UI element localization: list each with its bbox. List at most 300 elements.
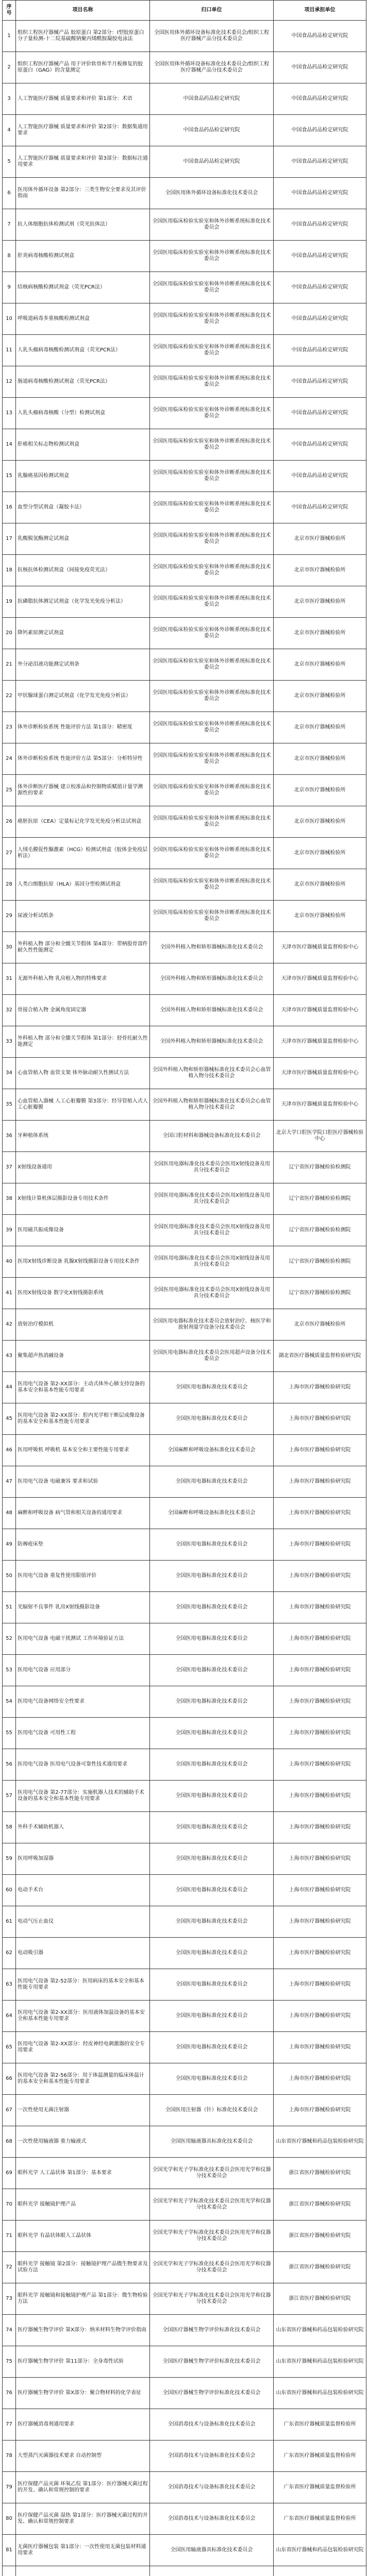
cell-no: 31 xyxy=(3,963,16,995)
cell-name: 人绒毛膜促性腺激素（HCG）检测试剂盒（胶体金免疫层析法） xyxy=(16,838,150,869)
cell-unit: 全国医用临床检验实验室和体外诊断系统标准化技术委员会 xyxy=(150,775,274,806)
cell-name: 眼科光学 接触镜和接触镜护理产品 第1部分：微生物检验方法 xyxy=(16,2283,150,2315)
cell-lab: 北京市医疗器械检验所 xyxy=(274,775,366,806)
table-row xyxy=(3,492,366,523)
table-row xyxy=(3,2032,366,2063)
cell-unit: 全国外科植入物和矫形器械标准化技术委员会心血管植入物分技术委员会 xyxy=(150,1089,274,1121)
table-row xyxy=(3,586,366,618)
cell-unit: 全国医用输液器具标准化技术委员会 xyxy=(150,2126,274,2158)
table-row xyxy=(3,995,366,1026)
table-row xyxy=(3,1089,366,1121)
cell-name: 眼科光学 有晶状体眼人工晶状体 xyxy=(16,2221,150,2252)
cell-lab: 北京市医疗器械检验所 xyxy=(274,555,366,586)
cell-lab: 上海市医疗器械检验研究院 xyxy=(274,1781,366,1812)
cell-no: 69 xyxy=(3,2158,16,2189)
cell-lab: 北京市医疗器械检验所 xyxy=(274,743,366,775)
cell-no: 9 xyxy=(3,272,16,303)
cell-no: 14 xyxy=(3,429,16,461)
cell-lab: 上海市医疗器械检验研究院 xyxy=(274,1498,366,1529)
cell-no: 44 xyxy=(3,1372,16,1403)
cell-no: 64 xyxy=(3,2001,16,2032)
table-row xyxy=(3,1498,366,1529)
table-row xyxy=(3,1875,366,1906)
cell-unit: 全国医用临床检验实验室和体外诊断系统标准化技术委员会 xyxy=(150,681,274,712)
cell-lab: 中国食品药品检定研究院 xyxy=(274,241,366,272)
table-row xyxy=(3,272,366,303)
cell-no: 29 xyxy=(3,901,16,932)
cell-unit: 全国医用电器标准化技术委员会医用超声设备分技术委员会 xyxy=(150,1341,274,1372)
cell-name: 医用电气设备 医用电气设备可靠性技术通用要求 xyxy=(16,1749,150,1781)
cell-lab: 山东省医疗器械和药品包装检验研究院 xyxy=(274,2126,366,2158)
cell-unit: 全国医用电器标准化技术委员会 xyxy=(150,1938,274,1969)
cell-name: 聚集超声热消融设备 xyxy=(16,1341,150,1372)
cell-no: 56 xyxy=(3,1749,16,1781)
cell-name: 呼吸道病毒多重核酸检测试剂盒 xyxy=(16,303,150,335)
cell-no: 35 xyxy=(3,1089,16,1121)
cell-unit: 全国医用临床检验实验室和体外诊断系统标准化技术委员会 xyxy=(150,303,274,335)
cell-no: 2 xyxy=(3,52,16,83)
cell-lab: 中国食品药品检定研究院 xyxy=(274,272,366,303)
cell-unit: 全国外科植入物和矫形器械标准化技术委员会 xyxy=(150,932,274,963)
table-row xyxy=(3,1309,366,1341)
table-row xyxy=(3,1781,366,1812)
cell-no: 37 xyxy=(3,1152,16,1183)
cell-name: 医用电气设备 第2-XX部分：腔内光学相干断层成像设备的基本安全和基本性能专用要求 xyxy=(16,1403,150,1435)
cell-name: 骨接合植入物 金属角度固定器 xyxy=(16,995,150,1026)
table-row xyxy=(3,1906,366,1938)
table-row xyxy=(3,712,366,743)
cell-name: 体外诊断医疗器械 建立校准品和控制物质赋值计量学溯源性的要求 xyxy=(16,775,150,806)
table-row xyxy=(3,1183,366,1215)
cell-lab: 广东省医疗器械质量监督检验所 xyxy=(274,2503,366,2535)
cell-name: 大型蒸汽灭菌器技术要求 自动控制型 xyxy=(16,2441,150,2472)
cell-lab: 天津市医疗器械质量监督检验中心 xyxy=(274,1058,366,1089)
cell-lab: 北京市医疗器械检验所 xyxy=(274,838,366,869)
cell-no: 15 xyxy=(3,461,16,492)
cell-name: 结核病核酸检测试剂盒（荧光PCR法） xyxy=(16,272,150,303)
cell-no: 20 xyxy=(3,618,16,649)
cell-name: 癌胚抗原（CEA）定量标记化学发光免疫分析法试剂盒 xyxy=(16,806,150,838)
cell-name: X射线设备通用 xyxy=(16,1152,150,1183)
cell-no: 11 xyxy=(3,335,16,366)
cell-name: 医用电气设备 第2-77部分：实施机器人技术的辅助手术设备的基本安全和基本性能专用要求 xyxy=(16,1781,150,1812)
cell-no: 6 xyxy=(3,178,16,209)
cell-unit: 全国医用临床检验实验室和体外诊断系统标准化技术委员会 xyxy=(150,398,274,429)
cell-lab: 辽宁省医疗器械检验检测院 xyxy=(274,1152,366,1183)
cell-name: 麻醉和呼吸设备 病气管和相关设备的通用要求 xyxy=(16,1498,150,1529)
cell-no: 36 xyxy=(3,1121,16,1152)
cell-no: 3 xyxy=(3,83,16,115)
cell-no: 24 xyxy=(3,743,16,775)
cell-name: 医用体外循环设备 第2部分：三类生物安全要求及其评价指南 xyxy=(16,178,150,209)
table-row xyxy=(3,743,366,775)
cell-lab: 辽宁省医疗器械检验检测院 xyxy=(274,1246,366,1278)
cell-name: 眼科光学 人工晶状体 第1部分：基本要求 xyxy=(16,2158,150,2189)
cell-name: 抗人体细胞抗体检测试剂（荧光抗体法） xyxy=(16,209,150,241)
cell-no: 22 xyxy=(3,681,16,712)
cell-unit: 中国食品药品检定研究院 xyxy=(150,146,274,178)
cell-lab: 中国食品药品检定研究院 xyxy=(274,398,366,429)
table-header-row xyxy=(3,1,366,21)
cell-no: 81 xyxy=(3,2535,16,2566)
cell-lab: 辽宁省医疗器械检验检测院 xyxy=(274,1215,366,1246)
cell-unit: 全国医用电器标准化技术委员会 xyxy=(150,1466,274,1498)
cell-no: 13 xyxy=(3,398,16,429)
table-row xyxy=(3,2566,366,2576)
cell-no: 60 xyxy=(3,1875,16,1906)
cell-name: 组织工程医疗器械产品 胶原蛋白 第2部分：I型胶原蛋白分子量检测-十二烷基硫酸钠聚丙烯酰胺凝胶电泳法 xyxy=(16,21,150,52)
cell-name: 医用呼吸机 呼吸机 基本安全和主要性能专用要求 xyxy=(16,1435,150,1466)
table-row xyxy=(3,2063,366,2095)
table-row xyxy=(3,901,366,932)
cell-no: 79 xyxy=(3,2472,16,2503)
cell-no: 55 xyxy=(3,1718,16,1749)
cell-no: 73 xyxy=(3,2283,16,2315)
cell-lab: 上海市医疗器械检验研究院 xyxy=(274,1749,366,1781)
cell-name: 人工智能医疗器械 质量要求和评价 第1部分：术语 xyxy=(16,83,150,115)
cell-unit: 全国医用电器标准化技术委员会放射治疗、核医学和放射剂量学设备分技术委员会 xyxy=(150,1309,274,1341)
table-row xyxy=(3,429,366,461)
cell-no: 19 xyxy=(3,586,16,618)
cell-unit: 全国医用临床检验实验室和体外诊断系统标准化技术委员会 xyxy=(150,869,274,901)
cell-name: 医疗器械生物学评价 第X部分：纳米材料生物学评价指南 xyxy=(16,2315,150,2346)
cell-no: 8 xyxy=(3,241,16,272)
cell-name: 心血管植入器械 人工心脏瓣膜 第3部分：经导管植入式人工心脏瓣膜 xyxy=(16,1089,150,1121)
cell-unit: 全国医用临床检验实验室和体外诊断系统标准化技术委员会 xyxy=(150,272,274,303)
cell-lab: 北京市医疗器械检验所 xyxy=(274,1309,366,1341)
cell-unit: 全国医用临床检验实验室和体外诊断系统标准化技术委员会 xyxy=(150,743,274,775)
cell-unit: 全国消毒技术与设备标准化技术委员会 xyxy=(150,2503,274,2535)
cell-name: 医用电气设备网络安全性要求 xyxy=(16,1686,150,1718)
table-row xyxy=(3,932,366,963)
cell-lab: 浙江省医疗器械检验研究院 xyxy=(274,2252,366,2283)
cell-lab: 上海市医疗器械检验研究院 xyxy=(274,2032,366,2063)
table-row xyxy=(3,555,366,586)
cell-lab: 中国食品药品检定研究院 xyxy=(274,115,366,146)
cell-name: 人工智能医疗器械 质量要求和评价 第2部分：数据集通用要求 xyxy=(16,115,150,146)
cell-unit: 全国光学和光子学标准化技术委员会医用光学和仪器分技术委员会 xyxy=(150,2283,274,2315)
cell-no: 26 xyxy=(3,806,16,838)
table-row xyxy=(3,1215,366,1246)
cell-unit: 全国医用电器标准化技术委员会 xyxy=(150,1372,274,1403)
cell-name: 无菌医疗器械包装 第1部分：一次性使用无菌包装材料通用要求 xyxy=(16,2535,150,2566)
cell-name: 医用电气设备 应用部分 xyxy=(16,1655,150,1686)
table-row xyxy=(3,2221,366,2252)
cell-lab: 中国食品药品检定研究院 xyxy=(274,429,366,461)
cell-unit: 全国医用电器标准化技术委员会 xyxy=(150,1403,274,1435)
table-row xyxy=(3,1812,366,1843)
table-row xyxy=(3,1403,366,1435)
header-unit: 归口单位 xyxy=(150,1,274,21)
cell-name: 人类白细胞抗原（HLA）基因分型检测试剂盒 xyxy=(16,869,150,901)
cell-lab: 上海市医疗器械检验研究院 xyxy=(274,1655,366,1686)
cell-name: 人乳头瘤病毒核酸检测试剂盒（荧光PCR法） xyxy=(16,335,150,366)
cell-name: 医用电气设备 电磁兼容 要求和试验 xyxy=(16,1466,150,1498)
cell-name: 乳腺癌基因检测试剂盒 xyxy=(16,461,150,492)
cell-no: 59 xyxy=(3,1843,16,1875)
cell-no: 76 xyxy=(3,2378,16,2409)
cell-no: 25 xyxy=(3,775,16,806)
cell-lab: 上海市医疗器械检验研究院 xyxy=(274,1403,366,1435)
cell-unit: 全国医用电器标准化技术委员会 xyxy=(150,1655,274,1686)
cell-no: 78 xyxy=(3,2441,16,2472)
cell-name: 医疗器械生物学评价 第X部分：聚合物材料的化学表征 xyxy=(16,2378,150,2409)
cell-unit: 全国医用电器标准化技术委员会医用X射线设备及用具分技术委员会 xyxy=(150,1152,274,1183)
cell-no: 30 xyxy=(3,932,16,963)
cell-lab: 上海市医疗器械检验研究院 xyxy=(274,1938,366,1969)
cell-lab: 辽宁省医疗器械检验检测院 xyxy=(274,1183,366,1215)
cell-name: 外科植入物 部分和全膝关节假体 第1部分：胫骨托耐久性能测定 xyxy=(16,1026,150,1058)
cell-unit: 全国医用电器标准化技术委员会医用X射线设备及用具分技术委员会 xyxy=(150,1246,274,1278)
cell-name: 眼科光学 接触镜 第2部分：接触镜护理产品微生物要求及试验方法 xyxy=(16,2252,150,2283)
cell-unit: 全国医用临床检验实验室和体外诊断系统标准化技术委员会 xyxy=(150,838,274,869)
cell-unit: 全国医用电器标准化技术委员会 xyxy=(150,1969,274,2001)
cell-lab: 浙江省医疗器械检验研究院 xyxy=(274,2283,366,2315)
cell-lab: 天津市医疗器械质量监督检验中心 xyxy=(274,1089,366,1121)
cell-name: 降钙素原测定试剂盒 xyxy=(16,618,150,649)
table-row xyxy=(3,178,366,209)
table-row xyxy=(3,2346,366,2378)
cell-name: 医用电气设备 第2-XX部分：主动式体外心肺支持设备的基本安全和基本性能专用要求 xyxy=(16,1372,150,1403)
cell-lab: 上海市医疗器械检验研究院 xyxy=(274,2001,366,2032)
cell-name: 医用电气设备 第2-56部分：用于体温测量的临床体温计的基本安全和基本性能专用要求 xyxy=(16,2063,150,2095)
table-row xyxy=(3,115,366,146)
cell-lab: 上海市医疗器械检验研究院 xyxy=(274,1561,366,1592)
cell-unit: 全国麻醉和呼吸设备标准化技术委员会 xyxy=(150,1435,274,1466)
cell-name: 医用电气设备 第2-XX部分：医用液体加温设备的基本安全和基本性能专用要求 xyxy=(16,2001,150,2032)
cell-unit: 全国外科植入物和矫形器械标准化技术委员会 xyxy=(150,1026,274,1058)
cell-name: 抗磷脂抗体测定试剂盒（化学发光免疫分析法） xyxy=(16,586,150,618)
cell-name: 一次性使用无菌注射器 xyxy=(16,2095,150,2126)
cell-no: 5 xyxy=(3,146,16,178)
cell-lab: 中国食品药品检定研究院 xyxy=(274,335,366,366)
cell-unit: 全国医用临床检验实验室和体外诊断系统标准化技术委员会 xyxy=(150,492,274,523)
cell-unit: 中国食品药品检定研究院 xyxy=(150,83,274,115)
cell-no: 63 xyxy=(3,1969,16,2001)
table-row xyxy=(3,1372,366,1403)
cell-lab: 北京市医疗器械检验所 xyxy=(274,523,366,555)
table-row xyxy=(3,2472,366,2503)
cell-lab: 广东省医疗器械质量监督检验所 xyxy=(274,2472,366,2503)
table-row xyxy=(3,618,366,649)
table-row xyxy=(3,1529,366,1561)
cell-name: 医用电气设备 第2-52部分：医用病床的基本安全和基本性能专用要求 xyxy=(16,1969,150,2001)
cell-no: 42 xyxy=(3,1309,16,1341)
cell-name: 尿液分析试纸条 xyxy=(16,901,150,932)
cell-no: 33 xyxy=(3,1026,16,1058)
table-row xyxy=(3,2441,366,2472)
table-row xyxy=(3,775,366,806)
cell-name: 肠道病毒核酸检测试剂盒（荧光PCR法） xyxy=(16,366,150,398)
cell-lab: 中国食品药品检定研究院 xyxy=(274,52,366,83)
cell-lab: 天津市医疗器械质量监督检验中心 xyxy=(274,963,366,995)
cell-name: 人工智能医疗器械 质量要求和评价 第3部分：数据标注通用要求 xyxy=(16,146,150,178)
cell-lab: 上海市医疗器械检验研究院 xyxy=(274,1718,366,1749)
table-row xyxy=(3,2189,366,2221)
cell-lab: 中国食品药品检定研究院 xyxy=(274,492,366,523)
table-row xyxy=(3,1058,366,1089)
table-row xyxy=(3,241,366,272)
cell-no: 65 xyxy=(3,2032,16,2063)
table-row xyxy=(3,2503,366,2535)
cell-unit: 全国医用电器标准化技术委员会医用X射线设备及用具分技术委员会 xyxy=(150,1278,274,1309)
cell-lab: 北京市医疗器械检验所 xyxy=(274,806,366,838)
header-lab: 项目承担单位 xyxy=(274,1,366,21)
cell-no: 72 xyxy=(3,2252,16,2283)
cell-no: 77 xyxy=(3,2409,16,2441)
table-row xyxy=(3,806,366,838)
cell-no: 51 xyxy=(3,1592,16,1623)
cell-name: 血型分型试剂盒（凝胶卡法） xyxy=(16,492,150,523)
cell-name: 肝炎病毒核酸检测试剂盒 xyxy=(16,241,150,272)
table-row xyxy=(3,1435,366,1466)
cell-unit: 全国医用电器标准化技术委员会 xyxy=(150,1592,274,1623)
table-row xyxy=(3,2252,366,2283)
cell-unit: 全国医用临床检验实验室和体外诊断系统标准化技术委员会 xyxy=(150,712,274,743)
cell-no: 28 xyxy=(3,869,16,901)
cell-no: 21 xyxy=(3,649,16,681)
cell-no: 48 xyxy=(3,1498,16,1529)
cell-unit: 全国医用电器标准化技术委员会 xyxy=(150,1623,274,1655)
table-row xyxy=(3,1561,366,1592)
cell-lab: 上海市医疗器械检验研究院 xyxy=(274,1623,366,1655)
cell-unit: 全国麻醉和呼吸设备标准化技术委员会 xyxy=(150,1498,274,1529)
cell-no: 43 xyxy=(3,1341,16,1372)
cell-name: 医用电气设备 电磁干扰测试 工作环境验证方法 xyxy=(16,1623,150,1655)
cell-no: 7 xyxy=(3,209,16,241)
cell-no: 34 xyxy=(3,1058,16,1089)
table-row xyxy=(3,461,366,492)
cell-no: 50 xyxy=(3,1561,16,1592)
cell-no: 74 xyxy=(3,2315,16,2346)
table-body xyxy=(3,21,366,2576)
cell-lab: 中国食品药品检定研究院 xyxy=(274,303,366,335)
table-row xyxy=(3,2315,366,2346)
cell-lab: 上海市医疗器械检验研究院 xyxy=(274,1875,366,1906)
table-row xyxy=(3,523,366,555)
cell-no: 47 xyxy=(3,1466,16,1498)
cell-lab xyxy=(274,2566,366,2576)
cell-name xyxy=(16,2566,150,2576)
cell-lab: 中国食品药品检定研究院 xyxy=(274,209,366,241)
cell-lab: 山东省医疗器械和药品包装检验研究院 xyxy=(274,2346,366,2378)
cell-lab: 上海市医疗器械检验研究院 xyxy=(274,1843,366,1875)
table-row xyxy=(3,1686,366,1718)
cell-unit: 全国医用临床检验实验室和体外诊断系统标准化技术委员会 xyxy=(150,806,274,838)
cell-name: 医疗器械生物学评价 第11部分：全身毒性试验 xyxy=(16,2346,150,2378)
cell-lab: 北京市医疗器械检验所 xyxy=(274,681,366,712)
cell-name: 外科植入物 部分和全髋关节假体 第4部分：带柄股骨部件耐久性性能测定 xyxy=(16,932,150,963)
cell-no: 66 xyxy=(3,2063,16,2095)
cell-name: 乳酸脱氢酶测定试剂盒 xyxy=(16,523,150,555)
cell-name: 医用X射线设备 数字化X射线摄影系统 xyxy=(16,1278,150,1309)
cell-name: 肝癌相关标志物检测试剂盒 xyxy=(16,429,150,461)
table-row xyxy=(3,303,366,335)
cell-no: 39 xyxy=(3,1215,16,1246)
table-row xyxy=(3,1121,366,1152)
table-row xyxy=(3,1623,366,1655)
cell-unit: 全国医用输液器具标准化技术委员会 xyxy=(150,2535,274,2566)
cell-lab: 上海市医疗器械检验研究院 xyxy=(274,1592,366,1623)
cell-name: 医疗器械消毒剂通用要求 xyxy=(16,2409,150,2441)
cell-lab: 北京市医疗器械检验所 xyxy=(274,869,366,901)
table-row xyxy=(3,1278,366,1309)
table-row xyxy=(3,681,366,712)
cell-unit: 全国光学和光子学标准化技术委员会医用光学和仪器分技术委员会 xyxy=(150,2158,274,2189)
table-row xyxy=(3,1843,366,1875)
cell-unit: 全国医用临床检验实验室和体外诊断系统标准化技术委员会 xyxy=(150,586,274,618)
cell-no: 46 xyxy=(3,1435,16,1466)
cell-no: 58 xyxy=(3,1812,16,1843)
cell-no: 70 xyxy=(3,2189,16,2221)
cell-no: 41 xyxy=(3,1278,16,1309)
table-row xyxy=(3,335,366,366)
cell-lab: 广东省医疗器械质量监督检验所 xyxy=(274,2409,366,2441)
table-row xyxy=(3,1938,366,1969)
cell-unit: 全国医用临床检验实验室和体外诊断系统标准化技术委员会 xyxy=(150,335,274,366)
cell-lab: 上海市医疗器械检验研究院 xyxy=(274,1969,366,2001)
cell-lab: 中国食品药品检定研究院 xyxy=(274,178,366,209)
cell-no: 57 xyxy=(3,1781,16,1812)
table-row xyxy=(3,2409,366,2441)
cell-unit: 全国光学和光子学标准化技术委员会医用光学和仪器分技术委员会 xyxy=(150,2221,274,2252)
cell-name: 牙种植体系统 xyxy=(16,1121,150,1152)
cell-unit: 全国医用临床检验实验室和体外诊断系统标准化技术委员会 xyxy=(150,461,274,492)
cell-unit: 全国光学和光子学标准化技术委员会医用光学和仪器分技术委员会 xyxy=(150,2252,274,2283)
cell-unit: 全国外科植入物和矫形器械标准化技术委员会心血管植入物分技术委员会 xyxy=(150,1058,274,1089)
cell-lab: 天津市医疗器械质量监督检验中心 xyxy=(274,1026,366,1058)
cell-lab: 中国食品药品检定研究院 xyxy=(274,21,366,52)
cell-no: 68 xyxy=(3,2126,16,2158)
cell-no: 1 xyxy=(3,21,16,52)
cell-name: 医用X射线诊断设备 乳腺X射线摄影设备专用技术条件 xyxy=(16,1246,150,1278)
table-row xyxy=(3,398,366,429)
header-no: 序号 xyxy=(3,1,16,21)
cell-lab: 中国食品药品检定研究院 xyxy=(274,461,366,492)
cell-name: 医用电气设备 可用性工程 xyxy=(16,1718,150,1749)
cell-no: 23 xyxy=(3,712,16,743)
cell-unit: 全国医用电器标准化技术委员会 xyxy=(150,1561,274,1592)
table-row xyxy=(3,1026,366,1058)
cell-unit: 全国医用电器标准化技术委员会 xyxy=(150,1906,274,1938)
cell-name: 抗核抗体检测试剂盒（间接免疫荧光法） xyxy=(16,555,150,586)
cell-lab: 浙江省医疗器械检验研究院 xyxy=(274,2189,366,2221)
cell-lab: 上海市医疗器械检验研究院 xyxy=(274,2063,366,2095)
cell-no: 49 xyxy=(3,1529,16,1561)
cell-no: 75 xyxy=(3,2346,16,2378)
table-row xyxy=(3,2001,366,2032)
cell-no: 12 xyxy=(3,366,16,398)
cell-unit: 全国医用临床检验实验室和体外诊断系统标准化技术委员会 xyxy=(150,209,274,241)
cell-lab: 广东省医疗器械质量监督检验所 xyxy=(274,2441,366,2472)
cell-name: 体外诊断检验系统 性能评价方法 第1部分：精密度 xyxy=(16,712,150,743)
cell-name: 医疗保健产品灭菌 湿热 第1部分：医疗器械灭菌过程的开发、确认和常规控制要求 xyxy=(16,2503,150,2535)
cell-lab: 中国食品药品检定研究院 xyxy=(274,146,366,178)
cell-unit: 全国医用临床检验实验室和体外诊断系统标准化技术委员会 xyxy=(150,901,274,932)
table-row xyxy=(3,1341,366,1372)
table-row xyxy=(3,2283,366,2315)
cell-unit: 全国医用电器标准化技术委员会 xyxy=(150,2001,274,2032)
table-row xyxy=(3,1466,366,1498)
cell-no: 45 xyxy=(3,1403,16,1435)
cell-unit: 全国医用电器标准化技术委员会医用X射线设备及用具分技术委员会 xyxy=(150,1183,274,1215)
table-row xyxy=(3,2158,366,2189)
cell-lab: 山东省医疗器械和药品包装检验研究院 xyxy=(274,2378,366,2409)
cell-name: 医用电气设备 重复性使用限值评价 xyxy=(16,1561,150,1592)
cell-unit: 全国医用电器标准化技术委员会 xyxy=(150,1875,274,1906)
cell-unit: 全国医用临床检验实验室和体外诊断系统标准化技术委员会 xyxy=(150,366,274,398)
table-row xyxy=(3,1152,366,1183)
